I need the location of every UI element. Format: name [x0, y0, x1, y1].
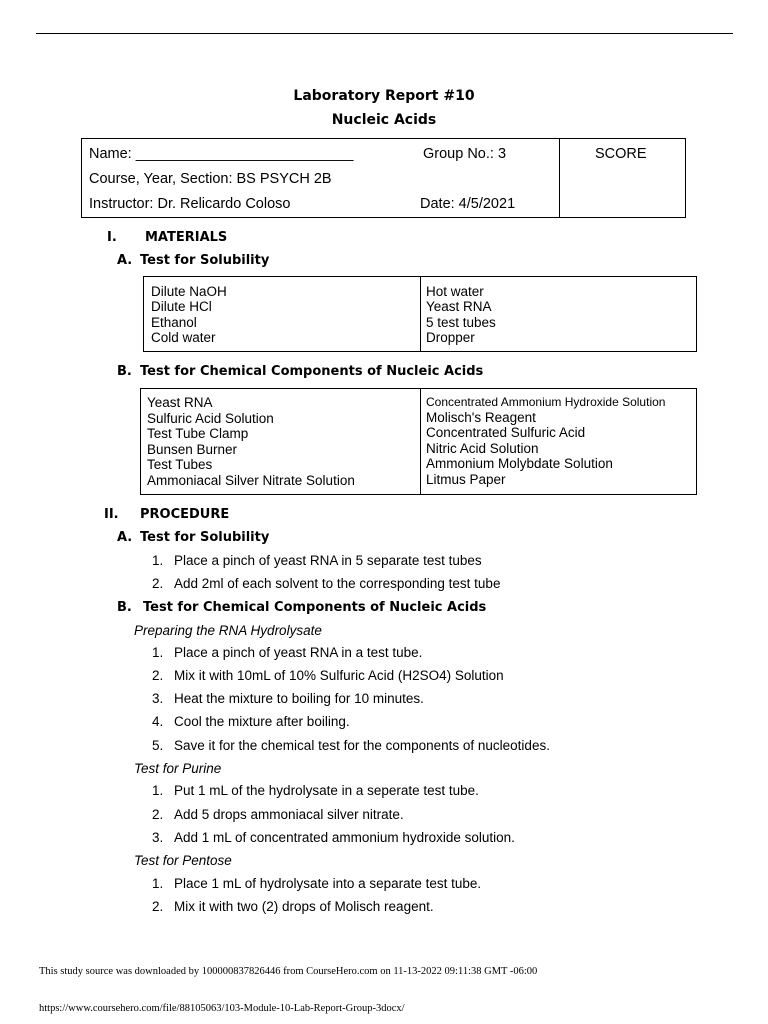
- procedure-b-label: B.: [117, 600, 132, 615]
- list-item: 5 test tubes: [426, 314, 496, 330]
- list-item: 2. Add 5 drops ammoniacal silver nitrate.: [152, 807, 404, 822]
- list-item: 1. Place 1 mL of hydrolysate into a separate test tube.: [152, 876, 482, 891]
- table-divider: [420, 389, 421, 494]
- list-item: Ammonium Molybdate Solution: [426, 456, 613, 471]
- list-item: Molisch's Reagent: [426, 410, 536, 425]
- list-item: 3. Heat the mixture to boiling for 10 minutes.: [152, 691, 424, 706]
- source-url[interactable]: https://www.coursehero.com/file/88105063/103-Module-10-Lab-Report-Group-3docx/: [39, 1003, 405, 1014]
- hydrolysate-subheading: Preparing the RNA Hydrolysate: [134, 623, 322, 638]
- pentose-subheading: Test for Pentose: [134, 853, 232, 868]
- list-item: Sulfuric Acid Solution: [147, 410, 274, 426]
- list-item: Concentrated Ammonium Hydroxide Solution: [426, 395, 666, 409]
- solubility-materials-table: [143, 276, 697, 352]
- materials-b-label: B.: [117, 364, 132, 379]
- chemical-materials-table: [140, 388, 697, 495]
- list-item: Nitric Acid Solution: [426, 440, 539, 456]
- score-divider: [559, 139, 560, 218]
- list-item: 2. Mix it with 10mL of 10% Sulfuric Acid (H2SO4) Solution: [152, 668, 504, 683]
- list-item: Yeast RNA: [426, 299, 492, 314]
- list-item: 1. Put 1 mL of the hydrolysate in a seperate test tube.: [152, 783, 479, 798]
- materials-heading: MATERIALS: [145, 230, 228, 245]
- list-item: 5. Save it for the chemical test for the components of nucleotides.: [152, 738, 550, 753]
- materials-b-heading: Test for Chemical Components of Nucleic Acids: [140, 364, 484, 379]
- report-title: Laboratory Report #10: [293, 88, 475, 104]
- list-item: Test Tubes: [147, 457, 213, 472]
- name-field: Name: ___________________________: [89, 146, 354, 162]
- procedure-a-heading: Test for Solubility: [140, 530, 270, 545]
- procedure-numeral: II.: [104, 507, 119, 522]
- group-number: Group No.: 3: [423, 146, 507, 162]
- report-date: Date: 4/5/2021: [420, 196, 516, 212]
- instructor: Instructor: Dr. Relicardo Coloso: [89, 196, 291, 212]
- list-item: Ethanol: [151, 314, 197, 330]
- materials-numeral: I.: [107, 230, 117, 245]
- list-item: Hot water: [426, 284, 484, 299]
- procedure-heading: PROCEDURE: [140, 507, 230, 522]
- list-item: 2. Mix it with two (2) drops of Molisch reagent.: [152, 899, 434, 914]
- list-item: 2. Add 2ml of each solvent to the corresponding test tube: [152, 576, 501, 591]
- list-item: 1. Place a pinch of yeast RNA in 5 separate test tubes: [152, 553, 482, 568]
- course-section: Course, Year, Section: BS PSYCH 2B: [89, 171, 332, 187]
- procedure-a-label: A.: [117, 530, 133, 545]
- list-item: Concentrated Sulfuric Acid: [426, 425, 586, 440]
- materials-a-label: A.: [117, 253, 133, 268]
- list-item: Test Tube Clamp: [147, 426, 249, 441]
- materials-a-heading: Test for Solubility: [140, 253, 270, 268]
- list-item: 3. Add 1 mL of concentrated ammonium hydroxide solution.: [152, 830, 515, 845]
- list-item: Dropper: [426, 330, 475, 345]
- list-item: Cold water: [151, 330, 216, 345]
- table-divider: [420, 277, 421, 351]
- purine-subheading: Test for Purine: [134, 761, 222, 776]
- list-item: Dilute HCl: [151, 299, 212, 314]
- list-item: Dilute NaOH: [151, 284, 227, 299]
- list-item: Yeast RNA: [147, 395, 213, 410]
- list-item: Ammoniacal Silver Nitrate Solution: [147, 472, 355, 488]
- score-label: SCORE: [595, 146, 647, 162]
- procedure-b-heading: Test for Chemical Components of Nucleic Acids: [143, 600, 487, 615]
- list-item: 1. Place a pinch of yeast RNA in a test tube.: [152, 645, 423, 660]
- list-item: Litmus Paper: [426, 471, 506, 487]
- list-item: Bunsen Burner: [147, 441, 238, 457]
- info-box: [81, 138, 686, 218]
- top-rule: [36, 33, 733, 34]
- download-notice: This study source was downloaded by 100000837826446 from CourseHero.com on 11-13-2022 09:11:38 GMT -06:00: [39, 966, 538, 977]
- report-subtitle: Nucleic Acids: [331, 112, 437, 128]
- list-item: 4. Cool the mixture after boiling.: [152, 714, 350, 729]
